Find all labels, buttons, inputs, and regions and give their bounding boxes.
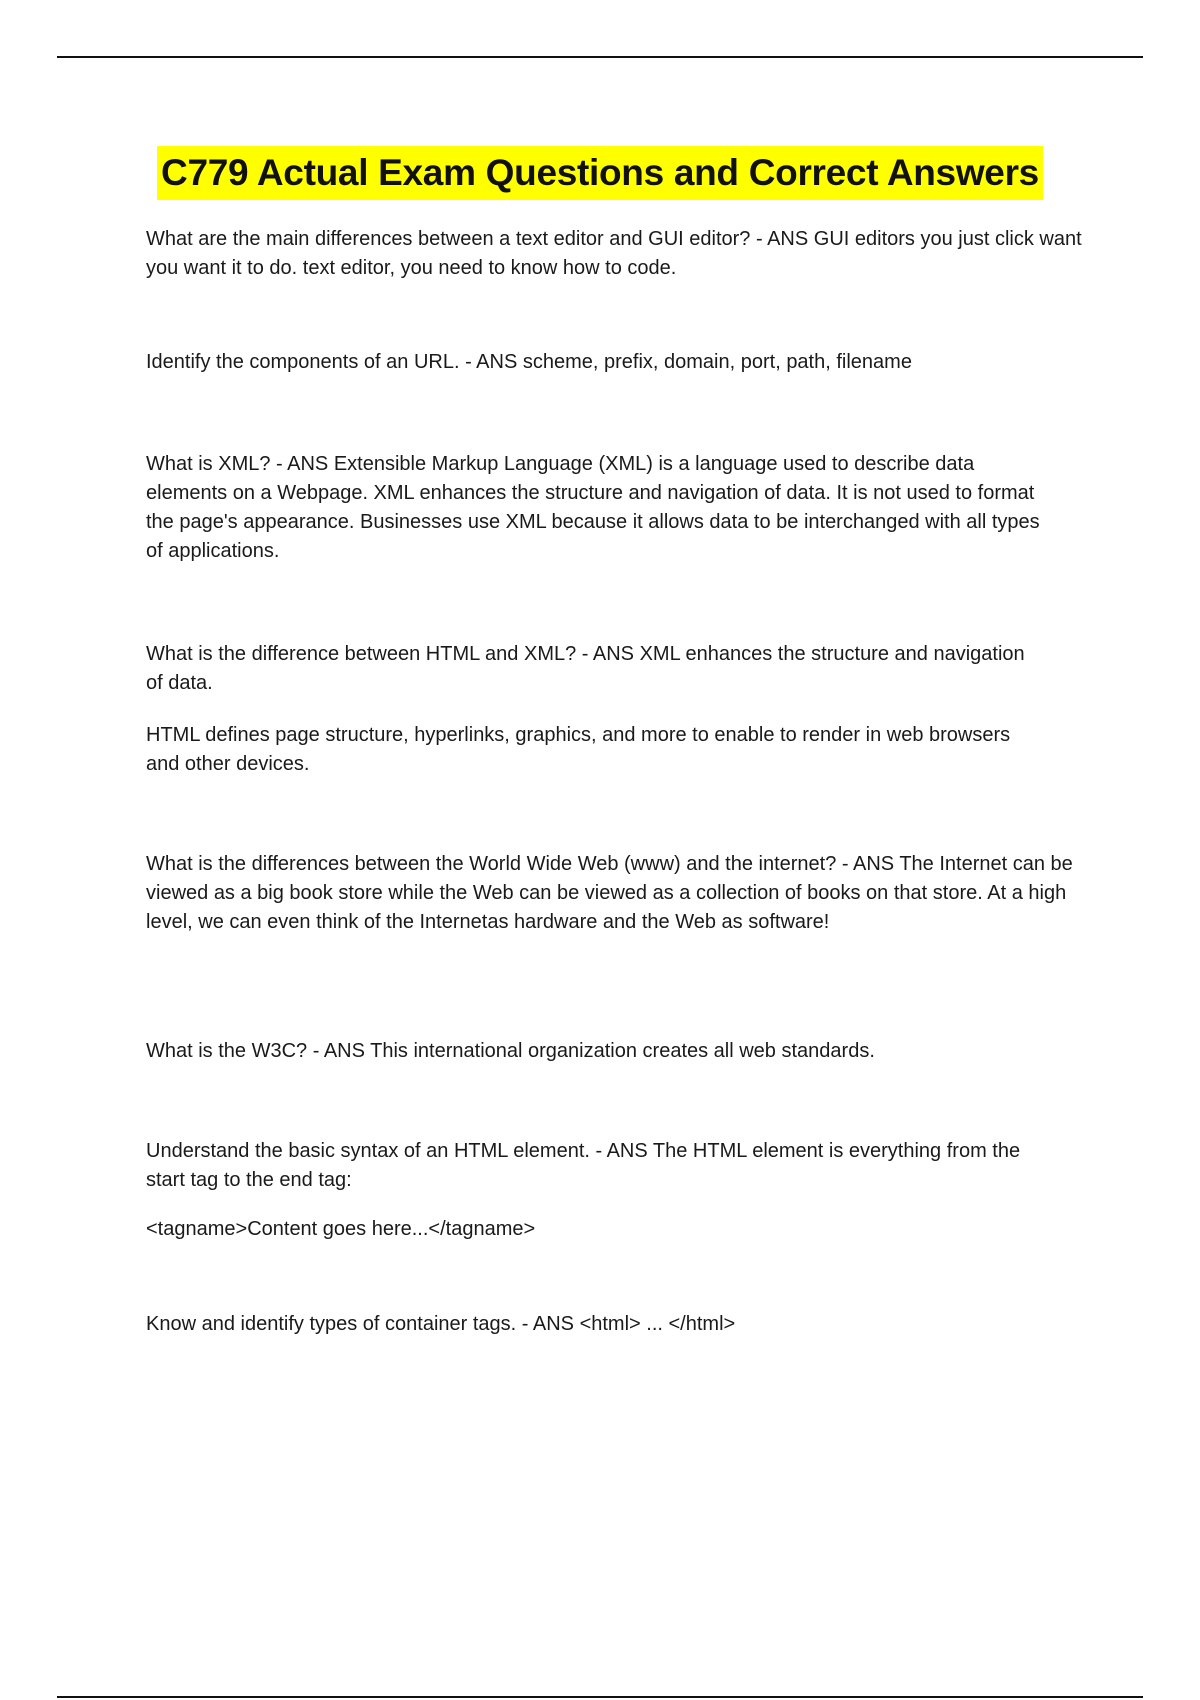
qa-gui-vs-text-editor: What are the main differences between a text editor and GUI editor? - ANS GUI editors you just click want you want it to do. text editor, you need to know how to code. [146, 228, 1082, 279]
qa-url-components: Identify the components of an URL. - ANS scheme, prefix, domain, port, path, filename [146, 351, 912, 373]
qa-www-vs-internet: What is the differences between the World Wide Web (www) and the internet? - ANS The Internet can be viewed as a big book store while the Web can be viewed as a collection of books on that store. At a high level, we can even think of the Internetas hardware and the Web as software! [146, 853, 1073, 933]
qa-html-vs-xml: What is the difference between HTML and XML? - ANS XML enhances the structure and navigation of data. [146, 643, 1025, 694]
footer-rule [57, 1696, 1143, 1698]
qa-w3c: What is the W3C? - ANS This international organization creates all web standards. [146, 1040, 875, 1062]
qa-html-definition: HTML defines page structure, hyperlinks, graphics, and more to enable to render in web browsers and other devices. [146, 724, 1011, 775]
qa-html-element-syntax: Understand the basic syntax of an HTML element. - ANS The HTML element is everything from the start tag to the end tag: [146, 1140, 1021, 1191]
qa-container-tags: Know and identify types of container tags. - ANS <html> ... </html> [146, 1313, 736, 1335]
title-container [0, 146, 1200, 200]
page-title: C779 Actual Exam Questions and Correct Answers [157, 146, 1043, 200]
header-rule [57, 56, 1143, 58]
qa-what-is-xml: What is XML? - ANS Extensible Markup Language (XML) is a language used to describe data elements on a Webpage. XML enhances the structure and navigation of data. It is not used to format the page's appearance. Businesses use XML because it allows data to be interchanged with all types of applications. [146, 453, 1040, 562]
qa-html-element-example: <tagname>Content goes here...</tagname> [146, 1218, 536, 1240]
